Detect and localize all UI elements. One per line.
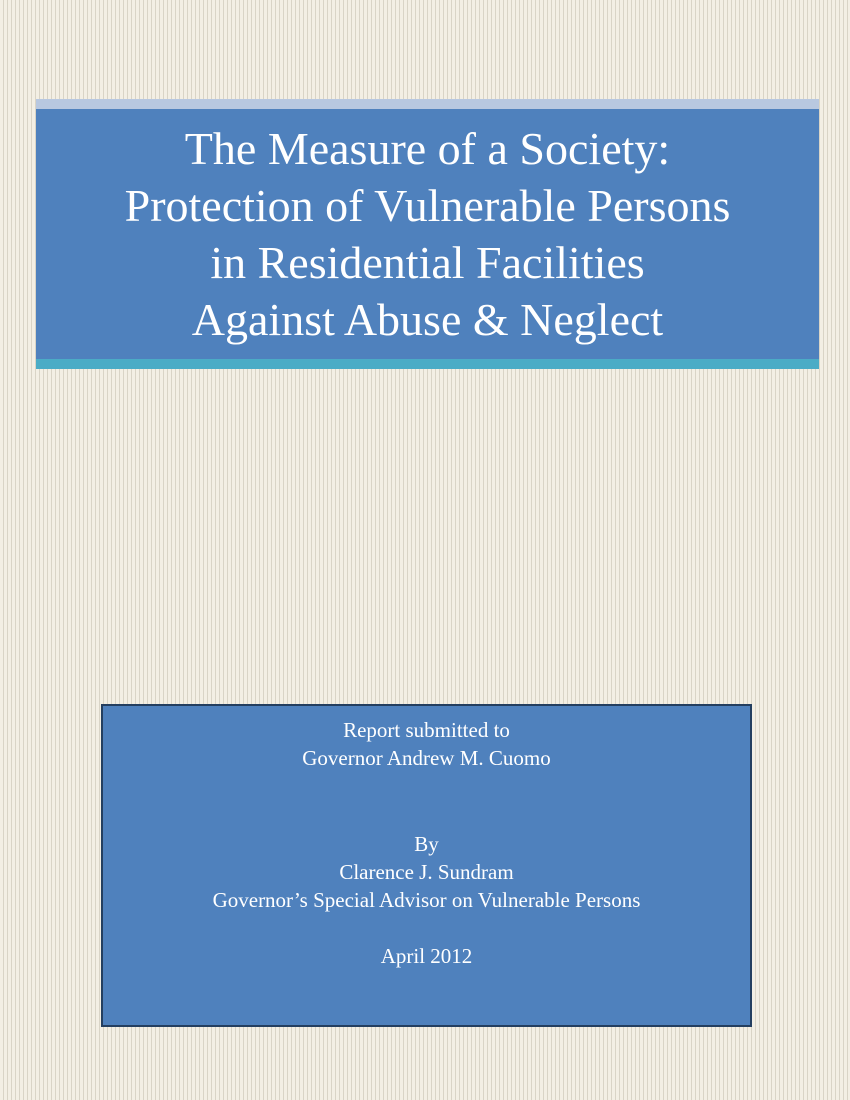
title-line-2: Protection of Vulnerable Persons — [124, 180, 731, 231]
title-banner — [36, 99, 819, 371]
submitted-to-label: Report submitted to — [343, 718, 510, 742]
author-role: Governor’s Special Advisor on Vulnerable Persons — [212, 888, 641, 912]
submission-info-box — [101, 704, 752, 1027]
submission-block — [103, 716, 750, 772]
title-line-1: The Measure of a Society: — [184, 123, 671, 174]
recipient-name: Governor Andrew M. Cuomo — [302, 746, 551, 770]
title-line-3: in Residential Facilities — [210, 237, 645, 288]
banner-top-accent-strip — [36, 99, 819, 109]
author-block — [103, 830, 750, 914]
author-name: Clarence J. Sundram — [339, 860, 514, 884]
title-line-4: Against Abuse & Neglect — [191, 294, 664, 345]
report-title — [125, 120, 731, 348]
report-date-block — [103, 942, 750, 970]
banner-body — [36, 109, 819, 359]
banner-bottom-accent-strip — [36, 359, 819, 369]
by-label: By — [414, 832, 439, 856]
report-date: April 2012 — [380, 944, 473, 968]
